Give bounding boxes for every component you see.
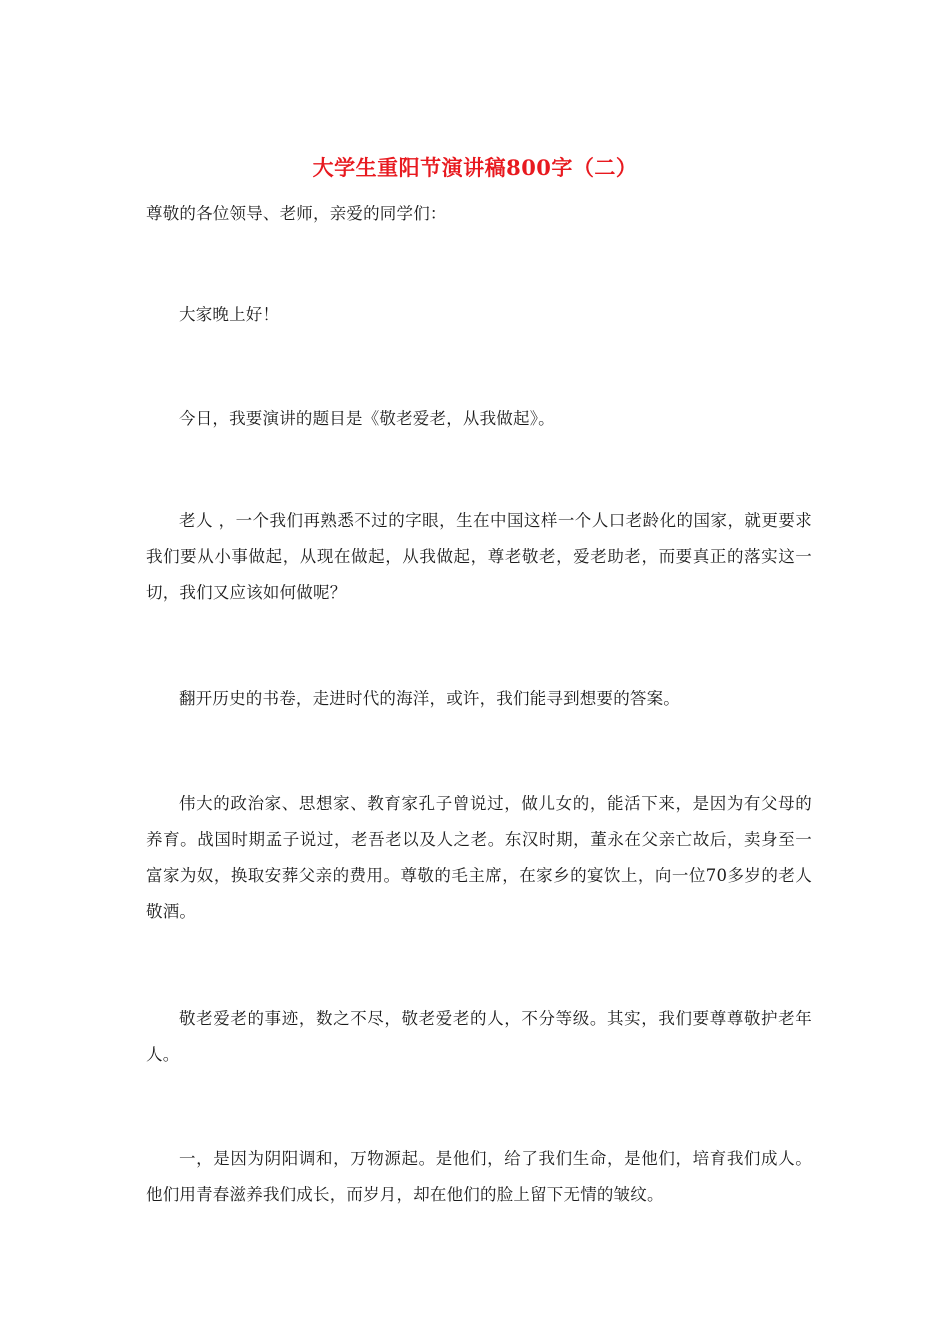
paragraph-7: 一，是因为阴阳调和，万物源起。是他们，给了我们生命，是他们，培育我们成人。他们用青春滋养我们成长，而岁月，却在他们的脸上留下无情的皱纹。 bbox=[146, 1149, 812, 1204]
paragraph-1: 大家晚上好！ bbox=[179, 305, 280, 324]
paragraph-4: 翻开历史的书卷，走进时代的海洋，或许，我们能寻到想要的答案。 bbox=[179, 689, 680, 708]
paragraph-5: 伟大的政治家、思想家、教育家孔子曾说过，做儿女的，能活下来，是因为有父母的养育。战国时期孟子说过，老吾老以及人之老。东汉时期，董永在父亲亡故后，卖身至一富家为奴，换取安葬父亲的费用。尊敬的毛主席，在家乡的宴饮上，向一位70多岁的老人敬酒。 bbox=[146, 794, 812, 921]
paragraph-3: 老人 ，一个我们再熟悉不过的字眼，生在中国这样一个人口老龄化的国家，就更要求我们要从小事做起，从现在做起，从我做起，尊老敬老，爱老助老，而要真正的落实这一切，我们又应该如何做呢？ bbox=[146, 511, 812, 602]
document-title: 大学生重阳节演讲稿800字（二） bbox=[312, 155, 638, 180]
paragraph-2: 今日，我要演讲的题目是《敬老爱老，从我做起》。 bbox=[179, 409, 555, 428]
paragraph-6: 敬老爱老的事迹，数之不尽，敬老爱老的人，不分等级。其实，我们要尊尊敬护老年人。 bbox=[146, 1009, 812, 1064]
greeting-line: 尊敬的各位领导、老师，亲爱的同学们： bbox=[146, 204, 447, 223]
